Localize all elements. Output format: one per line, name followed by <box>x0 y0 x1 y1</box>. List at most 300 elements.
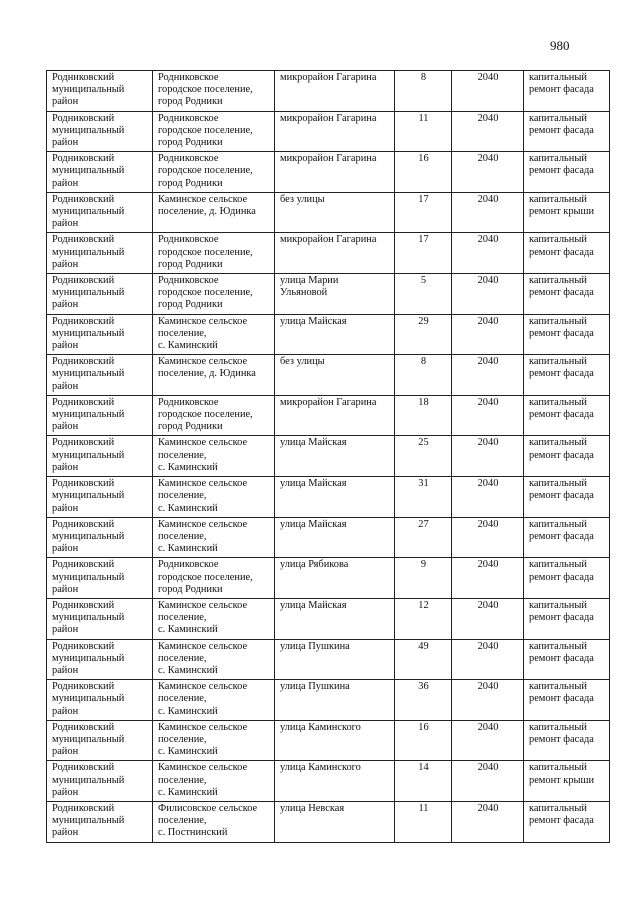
district-cell-line: Родниковский <box>52 802 115 814</box>
street-cell <box>275 436 395 477</box>
table-row <box>47 558 610 599</box>
district-cell-line: муниципальный <box>52 327 125 339</box>
work-type-cell-line: капитальный <box>529 681 587 693</box>
work-type-cell-line: ремонт фасада <box>529 612 594 624</box>
year-cell: 2040 <box>452 395 524 436</box>
settlement-cell-line: с. Каминский <box>158 705 218 717</box>
work-type-cell-line: ремонт крыши <box>529 206 595 218</box>
work-type-cell-line: капитальный <box>529 478 587 490</box>
street-cell-line: без улицы <box>280 356 325 368</box>
work-type-cell-line: капитальный <box>529 762 587 774</box>
year-cell: 2040 <box>452 233 524 274</box>
work-type-cell <box>524 233 610 274</box>
district-cell-line: муниципальный <box>52 287 125 299</box>
street-cell <box>275 720 395 761</box>
district-cell-line: муниципальный <box>52 774 125 786</box>
table-row <box>47 395 610 436</box>
work-type-cell-line: ремонт фасада <box>529 530 594 542</box>
district-cell-line: Родниковский <box>52 762 115 774</box>
year-cell: 2040 <box>452 436 524 477</box>
settlement-cell-line: городское поселение, <box>158 287 253 299</box>
settlement-cell-line: городское поселение, <box>158 124 253 136</box>
district-cell <box>47 192 153 233</box>
settlement-cell <box>153 517 275 558</box>
settlement-cell-line: город Родники <box>158 299 223 311</box>
district-cell-line: район <box>52 461 79 473</box>
district-cell <box>47 598 153 639</box>
settlement-cell-line: городское поселение, <box>158 165 253 177</box>
settlement-cell <box>153 152 275 193</box>
district-cell-line: район <box>52 177 79 189</box>
settlement-cell-line: город Родники <box>158 96 223 108</box>
work-type-cell-line: ремонт фасада <box>529 327 594 339</box>
district-cell-line: муниципальный <box>52 165 125 177</box>
settlement-cell-line: Родниковское <box>158 234 219 246</box>
district-cell-line: район <box>52 340 79 352</box>
district-cell-line: муниципальный <box>52 571 125 583</box>
district-cell-line: район <box>52 746 79 758</box>
district-cell-line: район <box>52 543 79 555</box>
street-cell-line: улица Каминского <box>280 721 361 733</box>
work-type-cell <box>524 436 610 477</box>
district-cell <box>47 314 153 355</box>
house-number-cell: 5 <box>395 274 452 315</box>
house-number-cell: 14 <box>395 761 452 802</box>
district-cell-line: Родниковский <box>52 559 115 571</box>
settlement-cell-line: поселение, <box>158 815 207 827</box>
housing-repair-table <box>46 70 610 843</box>
settlement-cell <box>153 558 275 599</box>
work-type-cell <box>524 192 610 233</box>
settlement-cell-line: Каминское сельское <box>158 640 248 652</box>
district-cell <box>47 477 153 518</box>
district-cell <box>47 720 153 761</box>
settlement-cell-line: поселение, <box>158 449 207 461</box>
work-type-cell-line: капитальный <box>529 153 587 165</box>
settlement-cell <box>153 720 275 761</box>
street-cell <box>275 680 395 721</box>
table-row <box>47 801 610 842</box>
house-number-cell: 11 <box>395 111 452 152</box>
district-cell-line: муниципальный <box>52 530 125 542</box>
settlement-cell-line: с. Каминский <box>158 543 218 555</box>
street-cell-line: микрорайон Гагарина <box>280 112 377 124</box>
work-type-cell <box>524 477 610 518</box>
work-type-cell-line: ремонт фасада <box>529 571 594 583</box>
district-cell-line: Родниковский <box>52 234 115 246</box>
district-cell-line: муниципальный <box>52 368 125 380</box>
work-type-cell <box>524 761 610 802</box>
table-row <box>47 761 610 802</box>
house-number-cell: 31 <box>395 477 452 518</box>
street-cell <box>275 314 395 355</box>
work-type-cell-line: капитальный <box>529 315 587 327</box>
settlement-cell-line: город Родники <box>158 421 223 433</box>
page-number: 980 <box>550 38 570 53</box>
district-cell <box>47 111 153 152</box>
settlement-cell <box>153 274 275 315</box>
settlement-cell-line: городское поселение, <box>158 246 253 258</box>
year-cell: 2040 <box>452 761 524 802</box>
district-cell-line: район <box>52 421 79 433</box>
work-type-cell-line: капитальный <box>529 437 587 449</box>
settlement-cell-line: город Родники <box>158 258 223 270</box>
street-cell <box>275 152 395 193</box>
settlement-cell-line: Родниковское <box>158 72 219 83</box>
work-type-cell-line: капитальный <box>529 599 587 611</box>
settlement-cell-line: Родниковское <box>158 559 219 571</box>
house-number-cell: 11 <box>395 801 452 842</box>
settlement-cell-line: поселение, <box>158 612 207 624</box>
district-cell-line: муниципальный <box>52 815 125 827</box>
district-cell <box>47 355 153 396</box>
settlement-cell-line: город Родники <box>158 177 223 189</box>
settlement-cell-line: Филисовское сельское <box>158 802 258 814</box>
settlement-cell-line: город Родники <box>158 583 223 595</box>
work-type-cell <box>524 598 610 639</box>
house-number-cell: 9 <box>395 558 452 599</box>
work-type-cell <box>524 395 610 436</box>
district-cell-line: район <box>52 786 79 798</box>
house-number-cell: 8 <box>395 355 452 396</box>
district-cell <box>47 517 153 558</box>
settlement-cell-line: Родниковское <box>158 112 219 124</box>
work-type-cell <box>524 355 610 396</box>
settlement-cell <box>153 111 275 152</box>
district-cell <box>47 680 153 721</box>
street-cell <box>275 639 395 680</box>
street-cell-line: микрорайон Гагарина <box>280 153 377 165</box>
table-row <box>47 314 610 355</box>
district-cell <box>47 801 153 842</box>
work-type-cell-line: ремонт фасада <box>529 246 594 258</box>
settlement-cell <box>153 801 275 842</box>
district-cell-line: Родниковский <box>52 72 115 83</box>
work-type-cell <box>524 639 610 680</box>
district-cell-line: муниципальный <box>52 693 125 705</box>
street-cell <box>275 761 395 802</box>
district-cell <box>47 761 153 802</box>
settlement-cell <box>153 355 275 396</box>
year-cell: 2040 <box>452 192 524 233</box>
district-cell <box>47 436 153 477</box>
district-cell-line: Родниковский <box>52 112 115 124</box>
street-cell-line: улица Майская <box>280 599 347 611</box>
district-cell-line: муниципальный <box>52 612 125 624</box>
street-cell-line: микрорайон Гагарина <box>280 72 377 83</box>
settlement-cell-line: с. Каминский <box>158 502 218 514</box>
district-cell-line: муниципальный <box>52 449 125 461</box>
settlement-cell-line: поселение, <box>158 774 207 786</box>
district-cell <box>47 233 153 274</box>
district-cell <box>47 558 153 599</box>
work-type-cell-line: ремонт фасада <box>529 815 594 827</box>
district-cell-line: Родниковский <box>52 640 115 652</box>
street-cell-line: улица Майская <box>280 437 347 449</box>
settlement-cell-line: Каминское сельское <box>158 478 248 490</box>
district-cell-line: Родниковский <box>52 478 115 490</box>
house-number-cell: 16 <box>395 720 452 761</box>
district-cell-line: район <box>52 705 79 717</box>
year-cell: 2040 <box>452 639 524 680</box>
district-cell-line: Родниковский <box>52 315 115 327</box>
district-cell-line: Родниковский <box>52 153 115 165</box>
settlement-cell <box>153 761 275 802</box>
district-cell-line: район <box>52 258 79 270</box>
table-row <box>47 192 610 233</box>
work-type-cell-line: ремонт фасада <box>529 124 594 136</box>
district-cell-line: Родниковский <box>52 518 115 530</box>
settlement-cell-line: Каминское сельское <box>158 193 248 205</box>
street-cell-line: улица Невская <box>280 802 345 814</box>
district-cell-line: район <box>52 299 79 311</box>
district-cell-line: Родниковский <box>52 681 115 693</box>
settlement-cell-line: Каминское сельское <box>158 681 248 693</box>
year-cell: 2040 <box>452 314 524 355</box>
work-type-cell-line: капитальный <box>529 640 587 652</box>
district-cell-line: Родниковский <box>52 721 115 733</box>
district-cell-line: район <box>52 502 79 514</box>
settlement-cell-line: поселение, <box>158 733 207 745</box>
table-row <box>47 477 610 518</box>
year-cell: 2040 <box>452 477 524 518</box>
settlement-cell <box>153 680 275 721</box>
settlement-cell-line: с. Каминский <box>158 664 218 676</box>
year-cell: 2040 <box>452 71 524 112</box>
settlement-cell-line: Каминское сельское <box>158 437 248 449</box>
district-cell-line: район <box>52 624 79 636</box>
district-cell <box>47 639 153 680</box>
table-body <box>47 71 610 843</box>
house-number-cell: 12 <box>395 598 452 639</box>
street-cell-line: улица Пушкина <box>280 640 350 652</box>
settlement-cell-line: поселение, <box>158 490 207 502</box>
district-cell-line: муниципальный <box>52 733 125 745</box>
settlement-cell <box>153 639 275 680</box>
district-cell-line: муниципальный <box>52 84 125 96</box>
street-cell <box>275 192 395 233</box>
district-cell-line: район <box>52 380 79 392</box>
street-cell-line: микрорайон Гагарина <box>280 396 377 408</box>
work-type-cell-line: ремонт фасада <box>529 84 594 96</box>
work-type-cell-line: капитальный <box>529 802 587 814</box>
district-cell <box>47 152 153 193</box>
house-number-cell: 16 <box>395 152 452 193</box>
table-row <box>47 274 610 315</box>
district-cell-line: Родниковский <box>52 437 115 449</box>
work-type-cell <box>524 720 610 761</box>
district-cell-line: район <box>52 664 79 676</box>
settlement-cell-line: городское поселение, <box>158 84 253 96</box>
district-cell-line: муниципальный <box>52 652 125 664</box>
street-cell <box>275 477 395 518</box>
table-row <box>47 517 610 558</box>
district-cell-line: Родниковский <box>52 599 115 611</box>
year-cell: 2040 <box>452 801 524 842</box>
district-cell <box>47 395 153 436</box>
street-cell <box>275 274 395 315</box>
street-cell <box>275 111 395 152</box>
settlement-cell <box>153 436 275 477</box>
work-type-cell <box>524 274 610 315</box>
settlement-cell <box>153 233 275 274</box>
street-cell <box>275 598 395 639</box>
settlement-cell-line: поселение, <box>158 530 207 542</box>
year-cell: 2040 <box>452 598 524 639</box>
street-cell <box>275 801 395 842</box>
settlement-cell-line: с. Каминский <box>158 786 218 798</box>
settlement-cell-line: Каминское сельское <box>158 315 248 327</box>
district-cell-line: Родниковский <box>52 275 115 287</box>
table-row <box>47 598 610 639</box>
district-cell-line: район <box>52 827 79 839</box>
district-cell-line: Родниковский <box>52 396 115 408</box>
work-type-cell-line: капитальный <box>529 193 587 205</box>
street-cell-line: микрорайон Гагарина <box>280 234 377 246</box>
street-cell-line: улица Пушкина <box>280 681 350 693</box>
year-cell: 2040 <box>452 152 524 193</box>
work-type-cell-line: капитальный <box>529 275 587 287</box>
street-cell-line: улица Марии <box>280 275 339 287</box>
house-number-cell: 17 <box>395 192 452 233</box>
work-type-cell-line: капитальный <box>529 356 587 368</box>
work-type-cell <box>524 314 610 355</box>
work-type-cell-line: ремонт фасада <box>529 490 594 502</box>
house-number-cell: 8 <box>395 71 452 112</box>
street-cell <box>275 395 395 436</box>
work-type-cell-line: ремонт фасада <box>529 287 594 299</box>
district-cell-line: муниципальный <box>52 206 125 218</box>
settlement-cell-line: с. Каминский <box>158 340 218 352</box>
street-cell <box>275 558 395 599</box>
work-type-cell-line: ремонт фасада <box>529 693 594 705</box>
work-type-cell <box>524 71 610 112</box>
settlement-cell <box>153 192 275 233</box>
street-cell-line: улица Майская <box>280 518 347 530</box>
street-cell-line: улица Майская <box>280 478 347 490</box>
settlement-cell-line: город Родники <box>158 137 223 149</box>
settlement-cell-line: с. Каминский <box>158 461 218 473</box>
table-row <box>47 71 610 112</box>
work-type-cell-line: ремонт крыши <box>529 774 595 786</box>
work-type-cell-line: ремонт фасада <box>529 409 594 421</box>
settlement-cell-line: поселение, <box>158 327 207 339</box>
table-row <box>47 111 610 152</box>
work-type-cell <box>524 558 610 599</box>
table-row <box>47 152 610 193</box>
district-cell-line: муниципальный <box>52 490 125 502</box>
year-cell: 2040 <box>452 558 524 599</box>
district-cell <box>47 274 153 315</box>
work-type-cell-line: капитальный <box>529 721 587 733</box>
district-cell-line: Родниковский <box>52 193 115 205</box>
table-row <box>47 233 610 274</box>
work-type-cell-line: ремонт фасада <box>529 368 594 380</box>
year-cell: 2040 <box>452 111 524 152</box>
settlement-cell-line: поселение, д. Юдинка <box>158 368 256 380</box>
settlement-cell-line: Каминское сельское <box>158 356 248 368</box>
house-number-cell: 18 <box>395 395 452 436</box>
house-number-cell: 36 <box>395 680 452 721</box>
work-type-cell <box>524 152 610 193</box>
settlement-cell-line: Каминское сельское <box>158 762 248 774</box>
table-row <box>47 720 610 761</box>
street-cell <box>275 517 395 558</box>
work-type-cell-line: капитальный <box>529 234 587 246</box>
settlement-cell-line: городское поселение, <box>158 409 253 421</box>
work-type-cell <box>524 801 610 842</box>
district-cell-line: муниципальный <box>52 246 125 258</box>
street-cell <box>275 355 395 396</box>
work-type-cell-line: ремонт фасада <box>529 165 594 177</box>
street-cell-line: Ульяновой <box>280 287 328 299</box>
house-number-cell: 29 <box>395 314 452 355</box>
work-type-cell-line: ремонт фасада <box>529 652 594 664</box>
street-cell-line: улица Майская <box>280 315 347 327</box>
settlement-cell-line: Каминское сельское <box>158 599 248 611</box>
settlement-cell <box>153 71 275 112</box>
table-row <box>47 639 610 680</box>
district-cell-line: Родниковский <box>52 356 115 368</box>
settlement-cell-line: Каминское сельское <box>158 721 248 733</box>
work-type-cell <box>524 680 610 721</box>
street-cell-line: без улицы <box>280 193 325 205</box>
house-number-cell: 49 <box>395 639 452 680</box>
settlement-cell-line: с. Каминский <box>158 624 218 636</box>
settlement-cell-line: с. Постнинский <box>158 827 228 839</box>
table-row <box>47 680 610 721</box>
work-type-cell-line: капитальный <box>529 112 587 124</box>
district-cell-line: район <box>52 218 79 230</box>
work-type-cell-line: капитальный <box>529 518 587 530</box>
settlement-cell-line: с. Каминский <box>158 746 218 758</box>
settlement-cell <box>153 598 275 639</box>
work-type-cell-line: капитальный <box>529 559 587 571</box>
district-cell-line: район <box>52 583 79 595</box>
settlement-cell-line: поселение, <box>158 693 207 705</box>
street-cell <box>275 233 395 274</box>
house-number-cell: 25 <box>395 436 452 477</box>
settlement-cell-line: поселение, <box>158 652 207 664</box>
work-type-cell-line: капитальный <box>529 396 587 408</box>
year-cell: 2040 <box>452 517 524 558</box>
settlement-cell <box>153 314 275 355</box>
settlement-cell-line: поселение, д. Юдинка <box>158 206 256 218</box>
year-cell: 2040 <box>452 680 524 721</box>
district-cell-line: район <box>52 137 79 149</box>
district-cell-line: муниципальный <box>52 409 125 421</box>
settlement-cell-line: Родниковское <box>158 396 219 408</box>
district-cell <box>47 71 153 112</box>
settlement-cell <box>153 395 275 436</box>
table-row <box>47 355 610 396</box>
settlement-cell <box>153 477 275 518</box>
work-type-cell <box>524 111 610 152</box>
house-number-cell: 27 <box>395 517 452 558</box>
table-row <box>47 436 610 477</box>
district-cell-line: район <box>52 96 79 108</box>
work-type-cell-line: ремонт фасада <box>529 449 594 461</box>
street-cell <box>275 71 395 112</box>
year-cell: 2040 <box>452 720 524 761</box>
district-cell-line: муниципальный <box>52 124 125 136</box>
settlement-cell-line: Каминское сельское <box>158 518 248 530</box>
settlement-cell-line: Родниковское <box>158 275 219 287</box>
settlement-cell-line: Родниковское <box>158 153 219 165</box>
house-number-cell: 17 <box>395 233 452 274</box>
street-cell-line: улица Рябикова <box>280 559 349 571</box>
year-cell: 2040 <box>452 274 524 315</box>
